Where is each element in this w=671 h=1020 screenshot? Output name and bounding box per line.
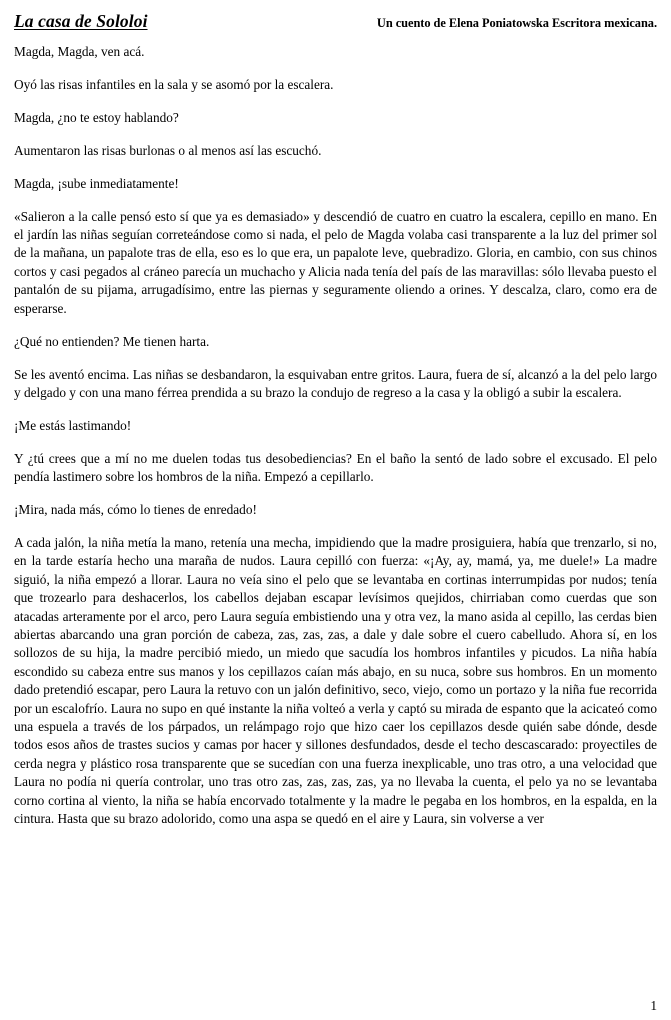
document-header (14, 11, 657, 31)
paragraph: Magda, Magda, ven acá. (14, 44, 145, 60)
document-byline: Un cuento de Elena Poniatowska Escritora mexicana. (376, 16, 657, 30)
document-body (14, 43, 657, 828)
paragraph: ¡Mira, nada más, cómo lo tienes de enredado! (14, 502, 257, 518)
paragraph: Se les aventó encima. Las niñas se desbandaron, la esquivaban entre gritos. Laura, fuera de sí, alcanzó a la del pelo largo y delgado y con una mano férrea prendida a su brazo la condujo de regreso a la casa y la obligó a subir la escalera. (14, 366, 657, 400)
paragraph: ¡Me estás lastimando! (14, 417, 132, 433)
paragraph: Magda, ¿no te estoy hablando? (14, 109, 179, 125)
paragraph: Aumentaron las risas burlonas o al menos así las escuchó. (14, 142, 322, 158)
paragraph: Y ¿tú crees que a mí no me duelen todas tus desobediencias? En el baño la sentó de lado sobre el excusado. El pelo pendía lastimero sobre los hombros de la niña. Empezó a cepillarlo. (14, 450, 657, 485)
page-number: 1 (650, 997, 657, 1013)
document-title: La casa de Sololoi (14, 11, 148, 31)
paragraph: Oyó las risas infantiles en la sala y se asomó por la escalera. (14, 77, 334, 93)
paragraph: «Salieron a la calle pensó esto sí que ya es demasiado» y descendió de cuatro en cuatro la escalera, cepillo en mano. En el jardín las niñas seguían correteándose como si nada, el pelo de Magda volaba casi transparente a la luz del primer sol de la mañana, un papalote tras de ella, eso es lo que era, un papalote leve, quebradizo. Gloria, en cambio, con sus chinos cortos y casi pegados al cráneo parecía un muchacho y Alicia nada tenía del país de las maravillas: sólo llevaba puesto el pantalón de su pijama, arrugadísimo, entre las piernas y seguramente oliendo a orines. Y descalza, claro, como era de esperarse. (14, 208, 657, 316)
paragraph: A cada jalón, la niña metía la mano, retenía una mecha, impidiendo que la madre prosiguiera, había que trenzarlo, si no, en la tarde estaría hecho una maraña de nudos. Laura cepilló con fuerza: «¡Ay, ay, mamá, ya, me duele!» La madre siguió, la niña empezó a llorar. Laura no veía sino el pelo que se levantaba en cortinas interrumpidas por nudos; tenía que trozearlo para deshacerlos, los cabellos dejaban escapar levísimos quejidos, chirriaban como cuerdas que son atacadas arteramente por el arco, pero Laura seguía embistiendo una y otra vez, la mano asida al cepillo, las cerdas bien abiertas abarcando una gran porción de cabeza, zas, zas, zas, a dale y dale sobre el cuero cabelludo. Ahora sí, en los sollozos de su hija, la madre percibió miedo, un miedo que sacudía los hombros infantiles y picudos. La niña había escondido su cabeza entre sus manos y los cepillazos caían más abajo, en su nuca, sobre sus hombros. En un momento dado pretendió escapar, pero Laura la retuvo con un jalón definitivo, seco, viejo, como un portazo y la niña fue recorrida por un escalofrío. Laura no supo en qué instante la niña volteó a verla y captó su mirada de espanto que la acicateó como una espuela a través de los párpados, un relámpago rojo que hizo caer los cepillazos desde quién sabe dónde, desde todos esos años de trastes sucios y camas por hacer y sillones desfundados, desde el techo descascarado: proyectiles de cerda negra y plástico rosa transparente que se sucedían con una fuerza inexplicable, uno tras otro, a una velocidad que Laura no podía ni quería controlar, uno tras otro zas, zas, zas, zas, ya no llevaba la cuenta, el pelo ya no se levantaba corno cortina al viento, la niña se había encorvado totalmente y la madre le pegaba en los hombros, en la espalda, en la cintura. Hasta que su brazo adolorido, como una aspa se quedó en el aire y Laura, sin volverse a ver (14, 534, 657, 827)
paragraph: ¿Qué no entienden? Me tienen harta. (14, 333, 210, 349)
paragraph: Magda, ¡sube inmediatamente! (14, 175, 179, 191)
